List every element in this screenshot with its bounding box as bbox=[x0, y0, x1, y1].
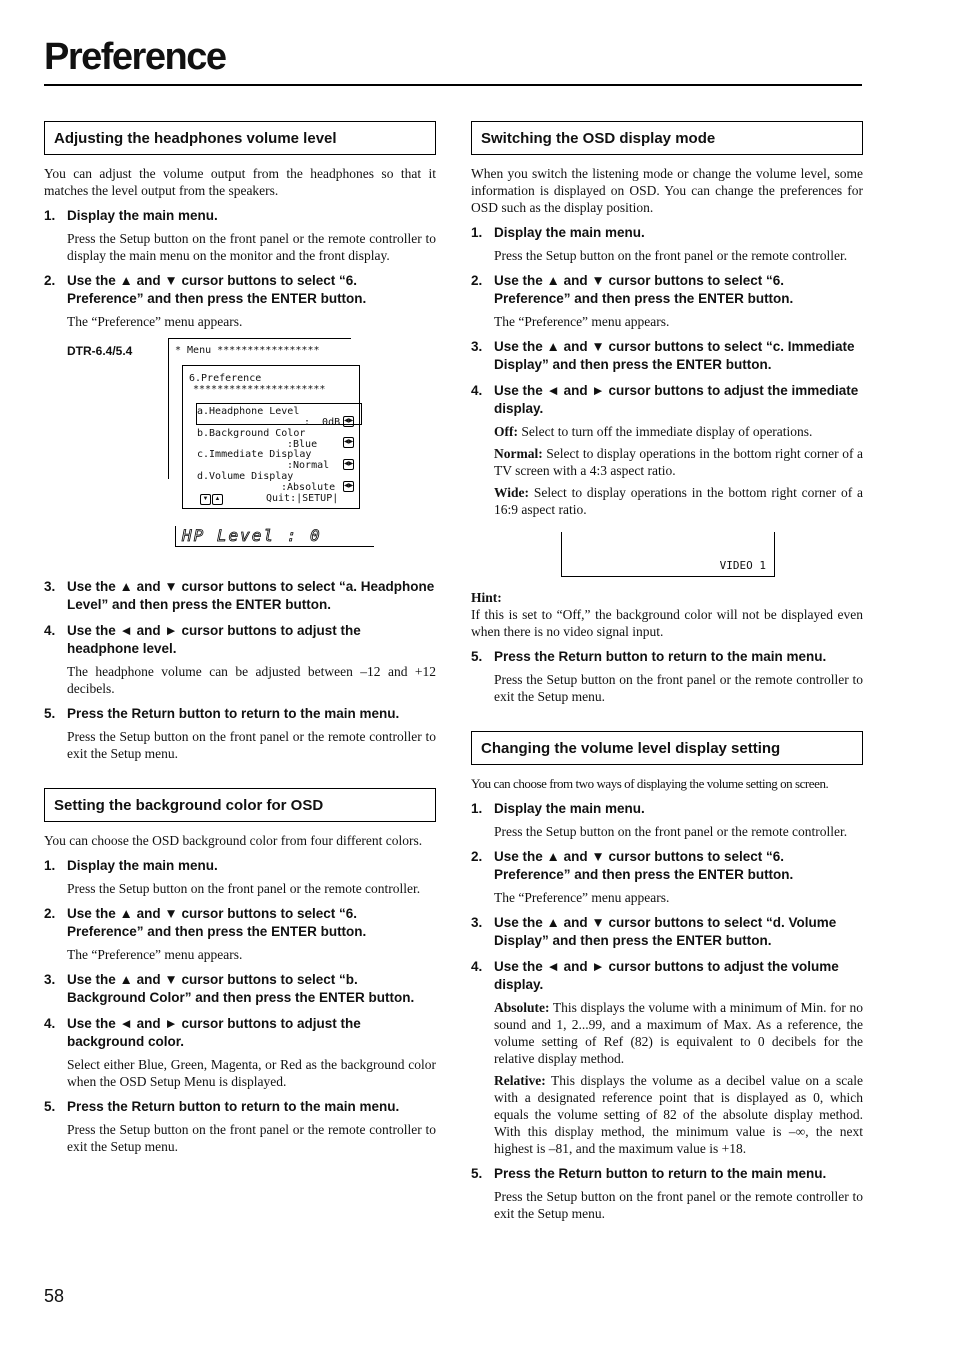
option-text: Select to turn off the immediate display of operations. bbox=[518, 424, 813, 439]
right-column bbox=[471, 121, 863, 1222]
page-number: 58 bbox=[44, 1286, 65, 1306]
menu-value-headphone-level: : 0dB bbox=[304, 417, 341, 428]
down-arrow-icon: ▼ bbox=[200, 494, 211, 505]
menu-value-volume-display: :Absolute bbox=[281, 482, 336, 493]
step-body: Press the Setup button on the front panel or the remote controller to exit the Setup menu. bbox=[67, 1122, 436, 1154]
option-relative bbox=[471, 1072, 863, 1157]
step-heading bbox=[471, 224, 863, 242]
menu-value-background-color: :Blue bbox=[287, 439, 318, 450]
step-body: The headphone volume can be adjusted between –12 and +12 decibels. bbox=[67, 664, 436, 696]
step-heading bbox=[44, 207, 436, 225]
option-label: Absolute: bbox=[494, 1000, 550, 1015]
step-number: 1. bbox=[44, 208, 56, 223]
step-body: Select either Blue, Green, Magenta, or Red as the background color when the OSD Setup Menu is displayed. bbox=[67, 1057, 436, 1089]
step-number: 5. bbox=[44, 706, 56, 721]
step-body: The “Preference” menu appears. bbox=[494, 314, 670, 329]
speaker-icon: ◀▶ bbox=[343, 416, 354, 427]
step-body: The “Preference” menu appears. bbox=[67, 314, 243, 329]
step-number: 3. bbox=[44, 972, 56, 987]
option-text: This displays the volume with a minimum of Min. for no sound and 1, 2...99, and a maximum of Max. As a reference, the volume setting of Ref (82) is equivalent to 0 decibels for the relative display method. bbox=[494, 1000, 863, 1066]
front-display-readout: HP Level : 0 bbox=[175, 526, 374, 547]
step-text: Use the ▲ and ▼ cursor buttons to select “b. Background Color” and then press the ENTER button. bbox=[67, 972, 415, 1005]
osd-screen-illustration bbox=[561, 532, 775, 577]
option-label: Off: bbox=[494, 424, 518, 439]
step-number: 4. bbox=[44, 623, 56, 638]
section-heading-headphones: Adjusting the headphones volume level bbox=[44, 121, 436, 155]
menu-value-immediate-display: :Normal bbox=[287, 460, 330, 471]
intro-text: You can choose from two ways of displaying the volume setting on screen. bbox=[471, 776, 829, 791]
step-text: Use the ▲ and ▼ cursor buttons to select “c. Immediate Display” and then press the ENTER button. bbox=[494, 339, 855, 372]
step-text: Press the Return button to return to the main menu. bbox=[494, 1166, 827, 1181]
up-arrow-icon: ▲ bbox=[212, 494, 223, 505]
step-number: 1. bbox=[471, 801, 483, 816]
section-heading-volume-display: Changing the volume level display setting bbox=[471, 731, 863, 765]
section-heading-background-color: Setting the background color for OSD bbox=[44, 788, 436, 822]
step-number: 2. bbox=[44, 906, 56, 921]
step-text: Use the ◄ and ► cursor buttons to adjust the headphone level. bbox=[67, 623, 361, 656]
option-label: Wide: bbox=[494, 485, 530, 500]
step-number: 2. bbox=[471, 273, 483, 288]
step-number: 3. bbox=[471, 915, 483, 930]
step-number: 5. bbox=[471, 649, 483, 664]
step-text: Use the ◄ and ► cursor buttons to adjust the background color. bbox=[67, 1016, 361, 1049]
step-text: Display the main menu. bbox=[494, 801, 645, 816]
step-number: 5. bbox=[471, 1166, 483, 1181]
option-off bbox=[471, 423, 863, 440]
preference-title: 6.Preference bbox=[189, 373, 262, 384]
page-title: Preference bbox=[44, 36, 226, 78]
step-text: Use the ▲ and ▼ cursor buttons to select “6. Preference” and then press the ENTER button. bbox=[494, 273, 794, 306]
step-number: 3. bbox=[471, 339, 483, 354]
step-heading bbox=[44, 578, 436, 614]
step-heading bbox=[44, 272, 436, 308]
option-absolute bbox=[471, 999, 863, 1067]
option-text: This displays the volume as a decibel value on a scale with a designated reference point that is displayed as 0, which equals the volume setting of 82 of the absolute display method. With this display method, the minimum value is –∞, the next highest is –81, and the maximum value is +18. bbox=[494, 1073, 863, 1156]
option-label: Relative: bbox=[494, 1073, 546, 1088]
left-column bbox=[44, 121, 436, 1155]
step-heading bbox=[471, 958, 863, 994]
step-body: Press the Setup button on the front panel or the remote controller to exit the Setup menu. bbox=[67, 729, 436, 761]
step-number: 4. bbox=[471, 959, 483, 974]
step-body: Press the Setup button on the front panel or the remote controller. bbox=[67, 881, 421, 896]
step-heading bbox=[471, 914, 863, 950]
step-heading bbox=[471, 848, 863, 884]
step-text: Use the ▲ and ▼ cursor buttons to select “a. Headphone Level” and then press the ENTER button. bbox=[67, 579, 435, 612]
step-text: Press the Return button to return to the main menu. bbox=[494, 649, 827, 664]
step-text: Use the ◄ and ► cursor buttons to adjust the immediate display. bbox=[494, 383, 859, 416]
osd-input-label: VIDEO 1 bbox=[719, 559, 766, 572]
step-text: Display the main menu. bbox=[67, 208, 218, 223]
osd-menu-illustration bbox=[44, 338, 436, 570]
step-heading bbox=[471, 1165, 863, 1183]
menu-item-volume-display: d.Volume Display bbox=[197, 471, 294, 482]
step-number: 4. bbox=[44, 1016, 56, 1031]
intro-text: You can adjust the volume output from the headphones so that it matches the level output from the speakers. bbox=[44, 166, 436, 198]
step-text: Use the ▲ and ▼ cursor buttons to select “6. Preference” and then press the ENTER button. bbox=[494, 849, 794, 882]
step-text: Press the Return button to return to the main menu. bbox=[67, 1099, 400, 1114]
step-heading bbox=[44, 971, 436, 1007]
menu-item-background-color: b.Background Color bbox=[197, 428, 306, 439]
step-number: 3. bbox=[44, 579, 56, 594]
step-number: 2. bbox=[471, 849, 483, 864]
step-heading bbox=[471, 272, 863, 308]
step-text: Display the main menu. bbox=[494, 225, 645, 240]
preference-menu-screen bbox=[182, 365, 360, 509]
intro-text: You can choose the OSD background color from four different colors. bbox=[44, 833, 423, 848]
menu-item-headphone-level: a.Headphone Level bbox=[197, 406, 300, 417]
step-number: 1. bbox=[471, 225, 483, 240]
section-heading-osd-mode: Switching the OSD display mode bbox=[471, 121, 863, 155]
step-heading bbox=[44, 622, 436, 658]
step-body: Press the Setup button on the front panel or the remote controller to exit the Setup menu. bbox=[494, 1189, 863, 1221]
step-heading bbox=[44, 905, 436, 941]
step-heading bbox=[471, 382, 863, 418]
step-number: 4. bbox=[471, 383, 483, 398]
step-heading bbox=[471, 648, 863, 666]
option-wide bbox=[471, 484, 863, 518]
model-label: DTR-6.4/5.4 bbox=[67, 344, 133, 358]
menu-title-line: * Menu ***************** bbox=[175, 345, 320, 356]
step-heading bbox=[471, 338, 863, 374]
option-text: Select to display operations in the bottom right corner of a TV screen with a 4:3 aspect ratio. bbox=[494, 446, 863, 478]
step-heading bbox=[44, 1015, 436, 1051]
step-text: Display the main menu. bbox=[67, 858, 218, 873]
step-body: Press the Setup button on the front panel or the remote controller to display the main menu on the monitor and the front display. bbox=[67, 231, 436, 263]
speaker-icon: ◀▶ bbox=[343, 481, 354, 492]
speaker-icon: ◀▶ bbox=[343, 437, 354, 448]
step-body: Press the Setup button on the front panel or the remote controller. bbox=[494, 824, 848, 839]
step-number: 5. bbox=[44, 1099, 56, 1114]
title-rule bbox=[44, 84, 862, 86]
quit-setup-label: Quit:|SETUP| bbox=[266, 493, 339, 504]
hint-text: If this is set to “Off,” the background color will not be displayed even when there is no video signal input. bbox=[471, 607, 863, 639]
step-text: Use the ▲ and ▼ cursor buttons to select “6. Preference” and then press the ENTER button. bbox=[67, 906, 367, 939]
step-heading bbox=[471, 800, 863, 818]
step-body: The “Preference” menu appears. bbox=[67, 947, 243, 962]
step-text: Use the ▲ and ▼ cursor buttons to select “d. Volume Display” and then press the ENTER button. bbox=[494, 915, 837, 948]
menu-item-immediate-display: c.Immediate Display bbox=[197, 449, 312, 460]
option-text: Select to display operations in the bottom right corner of a 16:9 aspect ratio. bbox=[494, 485, 863, 517]
stars-line: ********************** bbox=[193, 384, 326, 395]
option-normal bbox=[471, 445, 863, 479]
option-label: Normal: bbox=[494, 446, 543, 461]
hint-title: Hint: bbox=[471, 590, 502, 605]
step-heading bbox=[44, 1098, 436, 1116]
step-number: 1. bbox=[44, 858, 56, 873]
step-heading bbox=[44, 705, 436, 723]
step-number: 2. bbox=[44, 273, 56, 288]
step-body: Press the Setup button on the front panel or the remote controller. bbox=[494, 248, 848, 263]
step-body: Press the Setup button on the front panel or the remote controller to exit the Setup menu. bbox=[494, 672, 863, 704]
step-text: Press the Return button to return to the main menu. bbox=[67, 706, 400, 721]
step-body: The “Preference” menu appears. bbox=[494, 890, 670, 905]
intro-text: When you switch the listening mode or change the volume level, some information is displayed on OSD. You can change the preferences for OSD such as the display position. bbox=[471, 166, 863, 215]
step-heading bbox=[44, 857, 436, 875]
step-text: Use the ◄ and ► cursor buttons to adjust the volume display. bbox=[494, 959, 839, 992]
speaker-icon: ◀▶ bbox=[343, 459, 354, 470]
step-text: Use the ▲ and ▼ cursor buttons to select “6. Preference” and then press the ENTER button. bbox=[67, 273, 367, 306]
